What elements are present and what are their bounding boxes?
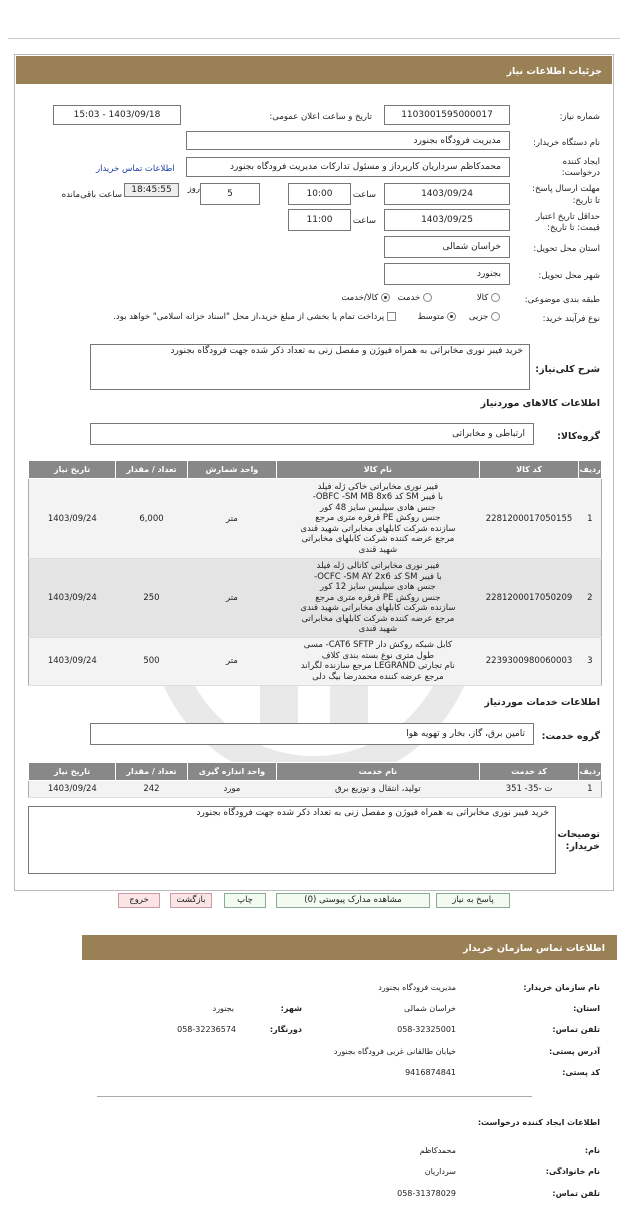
item-name-line: مرجع عرضه کننده شرکت کابلهای مخابراتی xyxy=(301,613,455,624)
goods-group-label: گروه‌کالا: xyxy=(557,431,600,442)
deadline-label-line2: تا تاریخ: xyxy=(572,196,600,206)
back-button[interactable]: بازگشت xyxy=(170,893,212,908)
col-unit: واحد اندازه گیری xyxy=(187,763,276,781)
phone-label: تلفن تماس: xyxy=(552,1025,600,1034)
attachments-button[interactable]: مشاهده مدارک پیوستی (0) xyxy=(276,893,430,908)
postal-label: کد پستی: xyxy=(562,1068,600,1077)
radio-selected-icon xyxy=(447,312,456,321)
cell-name xyxy=(276,637,479,685)
item-name-line: نام تجارتی LEGRAND مرجع سازنده لگراند xyxy=(300,661,455,671)
item-name-line: مرجع عرضه کننده شرکت کابلهای مخابراتی xyxy=(301,534,455,545)
cell-row: 2 xyxy=(579,559,602,638)
table-row xyxy=(29,559,602,638)
process-radio-medium[interactable]: متوسط xyxy=(418,312,456,322)
services-table xyxy=(28,762,602,798)
goods-table-header xyxy=(29,461,602,479)
summary-textarea: خرید فیبر نوری مخابراتی به همراه فیوژن و مفصل زنی به تعداد ذکر شده جهت فرودگاه بجنورد xyxy=(90,344,530,390)
table-row xyxy=(29,479,602,559)
item-name-line: جنس هادی سیلیس سایز 48 کور xyxy=(320,502,436,513)
deadline-time-label: ساعت xyxy=(352,190,376,200)
category-radio-goods[interactable]: کالا xyxy=(477,293,500,303)
cell-code: 2281200017050155 xyxy=(479,479,578,559)
name-value: محمدکاظم xyxy=(419,1146,456,1155)
creator-field: محمدکاظم سرداریان کارپرداز و مسئول تدارکات مدیریت فرودگاه بجنورد xyxy=(186,157,510,177)
item-name-line: جنس هادی سیلیس سایز 12 کور xyxy=(320,582,436,592)
need-number-label: شماره نیاز: xyxy=(559,112,600,122)
phone-value: 058-32325001 xyxy=(397,1025,456,1034)
buyer-field: مدیریت فرودگاه بجنورد xyxy=(186,131,510,150)
creator-info-title: اطلاعات ایجاد کننده درخواست: xyxy=(477,1118,600,1127)
city-label: شهر محل تحویل: xyxy=(538,271,600,281)
cell-name: تولید، انتقال و توزیع برق xyxy=(276,781,479,798)
cell-code: 2281200017050209 xyxy=(479,559,578,638)
province-field: خراسان شمالی xyxy=(384,236,510,258)
cell-qty: 242 xyxy=(116,781,188,798)
province-info-value: خراسان شمالی xyxy=(403,1004,456,1013)
col-name: نام خدمت xyxy=(276,763,479,781)
radio-selected-icon xyxy=(381,293,390,302)
services-section-title: اطلاعات خدمات موردنیاز xyxy=(484,697,600,708)
item-name-line: فیبر نوری مخابراتی کانالی ژله فیلد xyxy=(316,561,440,571)
cell-qty: 250 xyxy=(116,559,188,638)
cell-unit: مورد xyxy=(187,781,276,798)
services-group-field: تامین برق، گاز، بخار و تهویه هوا xyxy=(90,723,534,745)
item-name-line: شهید قندی xyxy=(358,624,398,634)
cell-date: 1403/09/24 xyxy=(29,559,116,638)
deadline-label-line1: مهلت ارسال پاسخ: xyxy=(532,184,600,194)
table-row xyxy=(29,781,602,798)
checkbox-icon xyxy=(387,312,396,321)
cell-date: 1403/09/24 xyxy=(29,637,116,685)
col-code: کد خدمت xyxy=(479,763,578,781)
cell-name xyxy=(276,559,479,638)
family-label: نام خانوادگی: xyxy=(545,1167,600,1176)
creator-phone-label: تلفن تماس: xyxy=(552,1189,600,1198)
services-group-label: گروه خدمت: xyxy=(541,731,600,742)
validity-time-field: 11:00 xyxy=(288,209,351,231)
reply-button[interactable]: پاسخ به نیاز xyxy=(436,893,510,908)
fax-label: دورنگار: xyxy=(269,1025,302,1034)
city-field: بجنورد xyxy=(384,263,510,285)
deadline-time-field: 10:00 xyxy=(288,183,351,205)
item-name-line: شهید قندی xyxy=(358,544,398,555)
item-name-line: مرجع عرضه کننده محمدرضا بیگ دلی xyxy=(312,671,444,682)
org-value: مدیریت فرودگاه بجنورد xyxy=(378,983,456,992)
col-row: ردیف xyxy=(579,461,602,479)
summary-label: شرح کلی‌نیاز: xyxy=(535,364,600,375)
print-button[interactable]: چاپ xyxy=(224,893,266,908)
creator-label-line2: درخواست: xyxy=(561,168,600,178)
validity-date-field: 1403/09/25 xyxy=(384,209,510,231)
cell-row: 1 xyxy=(579,479,602,559)
buyer-notes-textarea: خرید فیبر نوری مخابراتی به همراه فیوژن و مفصل زنی به تعداد ذکر شده جهت فرودگاه بجنورد xyxy=(28,806,556,874)
validity-label-line1: حداقل تاریخ اعتبار xyxy=(535,212,600,222)
item-name-line: با فیبر SM کد OBFC -SM MB 8x6- xyxy=(312,492,444,503)
category-label: طبقه بندی موضوعی: xyxy=(524,295,600,305)
cell-unit: متر xyxy=(187,637,276,685)
org-label: نام سازمان خریدار: xyxy=(523,983,600,992)
cell-unit: متر xyxy=(187,559,276,638)
cell-qty: 6,000 xyxy=(116,479,188,559)
buyer-notes-label-line2: خریدار: xyxy=(565,841,600,852)
cell-code: 2239300980060003 xyxy=(479,637,578,685)
process-radio-minor[interactable]: جزیی xyxy=(469,312,500,322)
page-header: جزئیات اطلاعات نیاز xyxy=(16,56,612,84)
top-divider xyxy=(8,38,620,39)
province-info-label: استان: xyxy=(573,1004,600,1013)
buyer-contact-link[interactable]: اطلاعات تماس خریدار xyxy=(96,164,175,174)
item-name-line: کابل شبکه روکش دار CAT6 SFTP- مسی xyxy=(303,640,453,650)
col-date: تاریخ نیاز xyxy=(29,763,116,781)
category-radio-goods-service[interactable]: کالا/خدمت xyxy=(341,293,390,303)
radio-icon xyxy=(491,312,500,321)
item-name-line: سازنده شرکت کابلهای مخابراتی شهید قندی xyxy=(300,523,456,534)
creator-phone-value: 058-31378029 xyxy=(397,1189,456,1198)
col-row: ردیف xyxy=(579,763,602,781)
goods-group-field: ارتباطی و مخابراتی xyxy=(90,423,534,445)
item-name-line: طول متری نوع بسته بندی کلاف xyxy=(321,650,434,661)
deadline-date-field: 1403/09/24 xyxy=(384,183,510,205)
remaining-time-label: ساعت باقی‌مانده xyxy=(61,190,122,200)
announce-label: تاریخ و ساعت اعلان عمومی: xyxy=(269,112,372,122)
validity-label-line2: قیمت: تا تاریخ: xyxy=(547,223,600,233)
buyer-label: نام دستگاه خریدار: xyxy=(533,138,600,148)
item-name-line: با فیبر SM کد OCFC -SM AY 2x6- xyxy=(314,571,442,582)
name-label: نام: xyxy=(584,1146,600,1155)
announce-field: 1403/09/18 - 15:03 xyxy=(53,105,181,125)
col-qty: تعداد / مقدار xyxy=(116,461,188,479)
need-number-field: 1103001595000017 xyxy=(384,105,510,125)
cell-row: 3 xyxy=(579,637,602,685)
days-field: 5 xyxy=(200,183,260,205)
city-info-label: شهر: xyxy=(280,1004,302,1013)
col-date: تاریخ نیاز xyxy=(29,461,116,479)
postal-value: 9416874841 xyxy=(405,1068,456,1077)
services-table-header xyxy=(29,763,602,781)
exit-button[interactable]: خروج xyxy=(118,893,160,908)
address-value: خیابان طالقانی غربی فرودگاه بجنورد xyxy=(333,1047,456,1056)
item-name-line: جنس روکش PE قرقره متری مرجع xyxy=(315,592,441,603)
address-label: آدرس پستی: xyxy=(549,1047,600,1056)
item-name-line: سازنده شرکت کابلهای مخابراتی شهید قندی xyxy=(300,603,456,613)
validity-time-label: ساعت xyxy=(352,216,376,226)
fax-value: 058-32236574 xyxy=(177,1025,236,1034)
col-code: کد کالا xyxy=(479,461,578,479)
cell-code: ت -35- 351 xyxy=(479,781,578,798)
goods-section-title: اطلاعات کالاهای موردنیاز xyxy=(480,398,600,409)
cell-unit: متر xyxy=(187,479,276,559)
cell-name xyxy=(276,479,479,559)
item-name-line: جنس روکش PE قرقره متری مرجع xyxy=(315,513,441,524)
treasury-payment-checkbox[interactable]: پرداخت تمام یا بخشی از مبلغ خرید،از محل "اسناد خزانه اسلامی" خواهد بود. xyxy=(24,312,396,322)
table-row xyxy=(29,637,602,685)
buyer-notes-label-line1: توصیحات xyxy=(557,829,600,840)
category-radio-service[interactable]: خدمت xyxy=(398,293,432,303)
radio-icon xyxy=(423,293,432,302)
contact-header: اطلاعات تماس سازمان خریدار xyxy=(82,935,617,960)
item-name-line: فیبر نوری مخابراتی خاکی ژله فیلد xyxy=(317,481,439,492)
province-label: استان محل تحویل: xyxy=(533,244,600,254)
cell-row: 1 xyxy=(579,781,602,798)
creator-label-line1: ایجاد کننده xyxy=(562,157,600,167)
cell-date: 1403/09/24 xyxy=(29,781,116,798)
goods-table xyxy=(28,460,602,686)
cell-qty: 500 xyxy=(116,637,188,685)
col-qty: تعداد / مقدار xyxy=(116,763,188,781)
radio-icon xyxy=(491,293,500,302)
city-info-value: بجنورد xyxy=(212,1004,234,1013)
remaining-time-field: 18:45:55 xyxy=(124,183,179,197)
days-label: روز xyxy=(187,184,200,194)
process-label: نوع فرآیند خرید: xyxy=(542,314,600,324)
cell-date: 1403/09/24 xyxy=(29,479,116,559)
col-name: نام کالا xyxy=(276,461,479,479)
contact-divider xyxy=(97,1096,532,1097)
col-unit: واحد شمارش xyxy=(187,461,276,479)
family-value: سرداریان xyxy=(424,1167,456,1176)
